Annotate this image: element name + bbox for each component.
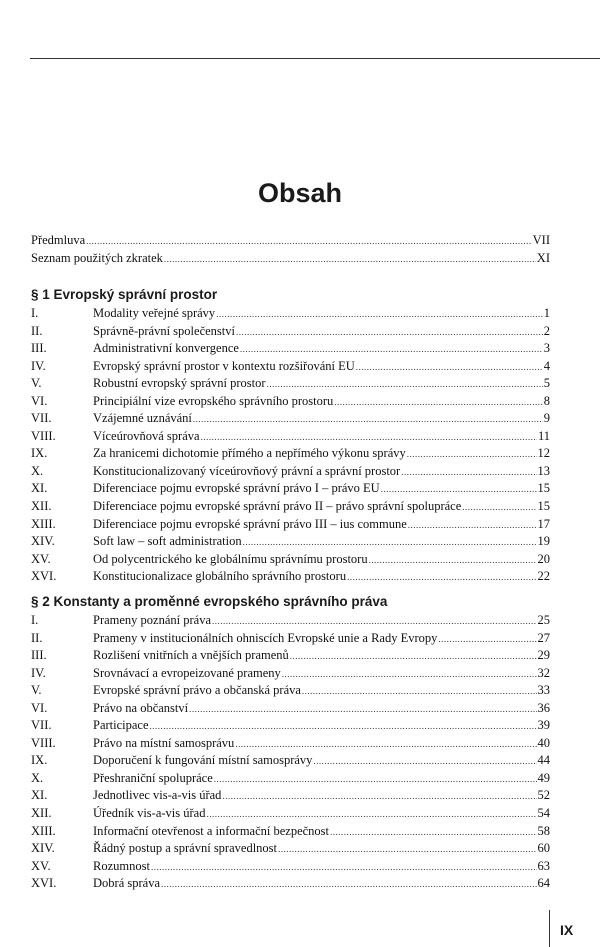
entry-page: 64	[537, 876, 550, 891]
dot-leader	[381, 481, 537, 499]
entry-number: IV.	[31, 665, 46, 680]
entry-title: Úředník vis-a-vis úřad	[93, 806, 206, 821]
entry-title: Diferenciace pojmu evropské správní právo II – právo správní spolupráce	[93, 499, 462, 514]
entry-number: VIII.	[31, 735, 56, 750]
dot-leader	[151, 859, 537, 877]
entry-title: Diferenciace pojmu evropské správní právo III – ius commune	[93, 516, 407, 531]
entry-number: V.	[31, 376, 42, 391]
entry-number: XII.	[31, 499, 52, 514]
dot-leader	[282, 666, 537, 684]
entry-title: Prameny poznání práva	[93, 613, 212, 627]
dot-leader	[347, 569, 536, 587]
entry-page: 60	[537, 841, 550, 856]
entry-page: XI	[536, 250, 550, 265]
entry-page: 52	[537, 788, 550, 803]
toc-entry	[31, 551, 550, 569]
section-2	[31, 592, 550, 893]
top-rule	[30, 58, 600, 59]
entry-page: 1	[543, 306, 550, 320]
dot-leader	[408, 517, 537, 535]
dot-leader	[267, 376, 543, 394]
entry-number: XVI.	[31, 569, 57, 584]
entry-title: Prameny v institucionálních ohniscích Evropské unie a Rady Evropy	[93, 630, 438, 645]
entry-number: II.	[31, 323, 43, 338]
entry-title: Vzájemné uznávání	[93, 411, 192, 426]
dot-leader	[214, 771, 537, 789]
entry-number: I.	[31, 613, 39, 627]
entry-page: 44	[537, 753, 550, 768]
dot-leader	[313, 753, 536, 771]
dot-leader	[243, 534, 537, 552]
entry-title: Robustní evropský správní prostor	[93, 376, 266, 391]
entry-number: IV.	[31, 358, 46, 373]
entry-page: 32	[537, 665, 550, 680]
toc-entry	[31, 630, 550, 648]
entry-title: Za hranicemi dichotomie přímého a nepřímého výkonu správy	[93, 446, 406, 461]
toc-entry	[31, 480, 550, 498]
dot-leader	[278, 841, 536, 859]
toc-entry	[31, 428, 550, 446]
entry-title: Víceúrovňová správa	[93, 428, 200, 443]
entry-page: 58	[537, 823, 550, 838]
section-1	[31, 285, 550, 586]
toc-entry	[31, 717, 550, 735]
entry-title: Informační otevřenost a informační bezpečnost	[93, 823, 330, 838]
toc-entry	[31, 498, 550, 516]
dot-leader	[206, 806, 536, 824]
entry-page: 36	[537, 700, 550, 715]
entry-page: 8	[543, 393, 550, 408]
toc-entry	[31, 323, 550, 341]
entry-number: X.	[31, 463, 44, 478]
toc-entry	[31, 568, 550, 586]
entry-title: Konstitucionalizace globálního správního prostoru	[93, 569, 347, 584]
toc-entry	[31, 665, 550, 683]
front-matter	[31, 232, 550, 267]
page-number-divider	[549, 910, 550, 947]
toc-entry	[31, 516, 550, 534]
page-title: Obsah	[257, 178, 343, 208]
toc-entry	[31, 340, 550, 358]
entry-page: 17	[537, 516, 550, 531]
entry-number: XIII.	[31, 516, 56, 531]
toc-entry	[31, 612, 550, 630]
entry-page: 4	[543, 358, 550, 373]
toc-entry	[31, 410, 550, 428]
entry-number: I.	[31, 306, 39, 320]
toc-entry	[31, 358, 550, 376]
toc-entry	[31, 533, 550, 551]
dot-leader	[407, 446, 537, 464]
entry-page: 12	[537, 446, 550, 461]
entry-title: Seznam použitých zkratek	[31, 250, 163, 265]
dot-leader	[150, 718, 537, 736]
toc-entry	[31, 647, 550, 665]
dot-leader	[240, 341, 543, 359]
entry-number: XIV.	[31, 841, 55, 856]
entry-page: 11	[537, 428, 550, 443]
entry-number: XV.	[31, 551, 51, 566]
entry-number: III.	[31, 341, 47, 356]
entry-number: XI.	[31, 481, 48, 496]
toc-entry	[31, 700, 550, 718]
entry-number: VIII.	[31, 428, 56, 443]
entry-page: 15	[537, 481, 550, 496]
toc-entry	[31, 787, 550, 805]
dot-leader	[86, 233, 531, 251]
entry-number: IX.	[31, 753, 48, 768]
entry-number: III.	[31, 648, 47, 663]
dot-leader	[401, 464, 536, 482]
entry-number: V.	[31, 683, 42, 698]
dot-leader	[334, 394, 543, 412]
entry-page: VII	[532, 233, 550, 247]
entry-number: VI.	[31, 700, 48, 715]
entry-title: Evropské správní právo a občanská práva	[93, 683, 301, 698]
toc-entry	[31, 393, 550, 411]
dot-leader	[462, 499, 536, 517]
dot-leader	[235, 736, 536, 754]
toc-entry	[31, 735, 550, 753]
toc-entry	[31, 875, 550, 893]
toc-entry	[31, 682, 550, 700]
entry-page: 15	[537, 499, 550, 514]
section-heading: § 1 Evropský správní prostor	[31, 287, 218, 302]
toc-entry	[31, 840, 550, 858]
dot-leader	[302, 683, 537, 701]
entry-number: XIV.	[31, 534, 55, 549]
entry-title: Evropský správní prostor v kontextu rozšiřování EU	[93, 358, 355, 373]
dot-leader	[438, 631, 536, 649]
entry-title: Rozlišení vnitřních a vnějších pramenů	[93, 648, 289, 663]
toc-entry	[31, 232, 550, 250]
entry-page: 9	[543, 411, 550, 426]
entry-number: XII.	[31, 806, 52, 821]
toc-entry	[31, 752, 550, 770]
toc-entry	[31, 823, 550, 841]
entry-number: VII.	[31, 411, 52, 426]
toc-entry	[31, 858, 550, 876]
entry-number: XV.	[31, 858, 51, 873]
entry-number: II.	[31, 630, 43, 645]
entry-page: 22	[537, 569, 550, 584]
entry-number: XIII.	[31, 823, 56, 838]
toc-entry	[31, 375, 550, 393]
entry-page: 54	[537, 806, 550, 821]
entry-title: Konstitucionalizovaný víceúrovňový právní a správní prostor	[93, 463, 401, 478]
entry-title: Jednotlivec vis-a-vis úřad	[93, 788, 222, 803]
entry-page: 13	[537, 463, 550, 478]
entry-number: XVI.	[31, 876, 57, 891]
entry-title: Principiální vize evropského správního prostoru	[93, 393, 334, 408]
entry-title: Od polycentrického ke globálnímu správnímu prostoru	[93, 551, 368, 566]
entry-page: 25	[537, 613, 550, 627]
entry-title: Přeshraniční spolupráce	[93, 770, 213, 785]
entry-title: Soft law – soft administration	[93, 534, 242, 549]
entry-number: VI.	[31, 393, 48, 408]
entry-title: Právo na občanství	[93, 700, 189, 715]
toc-entry	[31, 770, 550, 788]
entry-page: 3	[543, 341, 550, 356]
entry-title: Diferenciace pojmu evropské správní právo I – právo EU	[93, 481, 380, 496]
dot-leader	[290, 648, 537, 666]
entry-title: Řádný postup a správní spravedlnost	[93, 841, 278, 856]
dot-leader	[356, 359, 543, 377]
entry-page: 2	[543, 323, 550, 338]
entry-page: 20	[537, 551, 550, 566]
dot-leader	[201, 429, 537, 447]
entry-title: Doporučení k fungování místní samosprávy	[93, 753, 313, 768]
entry-page: 63	[537, 858, 550, 873]
entry-page: 27	[537, 630, 550, 645]
entry-title: Rozumnost	[93, 858, 150, 873]
entry-title: Participace	[93, 718, 149, 733]
dot-leader	[161, 876, 537, 894]
toc-entry	[31, 463, 550, 481]
section-heading: § 2 Konstanty a proměnné evropského správního práva	[31, 594, 388, 609]
dot-leader	[369, 552, 537, 570]
entry-title: Srovnávací a evropeizované prameny	[93, 665, 281, 680]
dot-leader	[330, 824, 536, 842]
entry-page: 39	[537, 718, 550, 733]
entry-page: 5	[543, 376, 550, 391]
toc-entry	[31, 805, 550, 823]
dot-leader	[164, 251, 536, 269]
entry-title: Právo na místní samosprávu	[93, 735, 235, 750]
entry-number: XI.	[31, 788, 48, 803]
entry-number: IX.	[31, 446, 48, 461]
entry-number: VII.	[31, 718, 52, 733]
dot-leader	[222, 788, 536, 806]
toc-entry	[31, 445, 550, 463]
toc-entry	[31, 250, 550, 268]
entry-title: Předmluva	[31, 233, 86, 247]
entry-page: 33	[537, 683, 550, 698]
entry-page: 29	[537, 648, 550, 663]
entry-number: X.	[31, 770, 44, 785]
entry-title: Modality veřejné správy	[93, 306, 216, 320]
dot-leader	[193, 411, 543, 429]
dot-leader	[236, 324, 543, 342]
entry-title: Administrativní konvergence	[93, 341, 239, 356]
dot-leader	[216, 306, 543, 324]
toc-entry	[31, 305, 550, 323]
entry-title: Správně-právní společenství	[93, 323, 235, 338]
dot-leader	[212, 613, 536, 631]
entry-page: 19	[537, 534, 550, 549]
entry-page: 49	[537, 770, 550, 785]
page-number: IX	[560, 922, 574, 938]
dot-leader	[189, 701, 536, 719]
entry-page: 40	[537, 735, 550, 750]
entry-title: Dobrá správa	[93, 876, 160, 891]
